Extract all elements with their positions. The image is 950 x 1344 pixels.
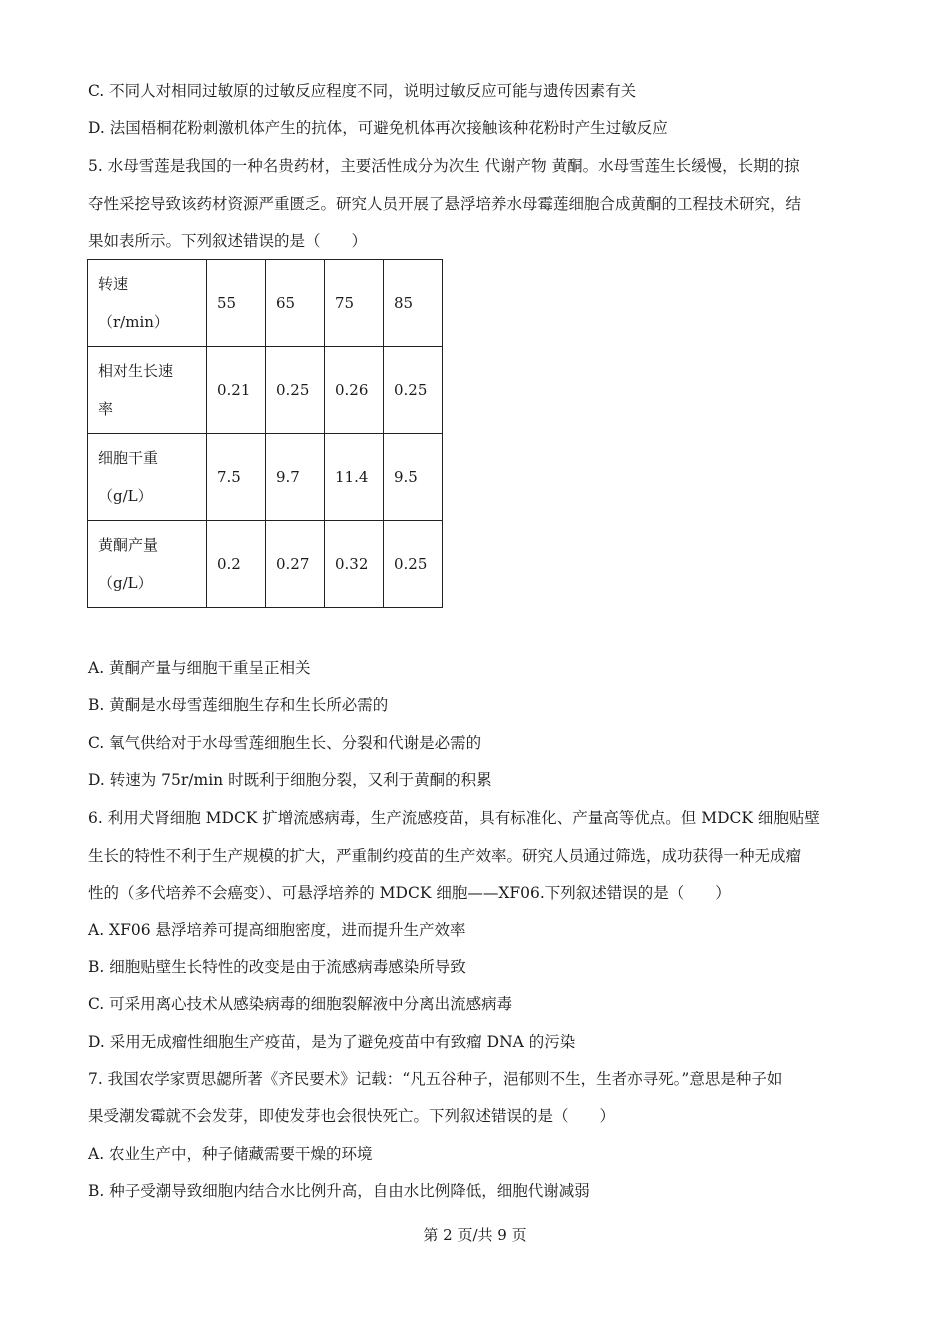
table-cell: 65 — [266, 260, 325, 347]
row-header: 细胞干重 （g/L） — [88, 434, 207, 521]
q7-stem-2: 果受潮发霉就不会发芽，即使发芽也会很快死亡。下列叙述错误的是（ ） — [88, 1107, 616, 1125]
table-cell: 0.25 — [384, 521, 443, 608]
q5-stem-3: 果如表所示。下列叙述错误的是（ ） — [88, 232, 368, 250]
q6-option-a: A. XF06 悬浮培养可提高细胞密度，进而提升生产效率 — [88, 921, 466, 939]
row-header: 转速 （r/min） — [88, 260, 207, 347]
table-cell: 0.25 — [384, 347, 443, 434]
table-cell: 11.4 — [325, 434, 384, 521]
row-header: 相对生长速 率 — [88, 347, 207, 434]
table-cell: 55 — [207, 260, 266, 347]
q7-option-b: B. 种子受潮导致细胞内结合水比例升高，自由水比例降低，细胞代谢减弱 — [88, 1182, 590, 1200]
table-cell: 9.5 — [384, 434, 443, 521]
q5-option-d: D. 转速为 75r/min 时既利于细胞分裂，又利于黄酮的积累 — [88, 771, 492, 789]
q5-option-c: C. 氧气供给对于水母雪莲细胞生长、分裂和代谢是必需的 — [88, 734, 482, 752]
table-cell: 0.26 — [325, 347, 384, 434]
table-cell: 0.27 — [266, 521, 325, 608]
q5-option-a: A. 黄酮产量与细胞干重呈正相关 — [88, 659, 311, 677]
table-cell: 0.32 — [325, 521, 384, 608]
table-cell: 9.7 — [266, 434, 325, 521]
line-d-prev: D. 法国梧桐花粉刺激机体产生的抗体，可避免机体再次接触该种花粉时产生过敏反应 — [88, 119, 668, 137]
q5-stem-2: 夺性采挖导致该药材资源严重匮乏。研究人员开展了悬浮培养水母霉莲细胞合成黄酮的工程技术研究，结 — [88, 195, 802, 213]
q6-option-b: B. 细胞贴壁生长特性的改变是由于流感病毒感染所导致 — [88, 958, 466, 976]
page-footer: 第 2 页/共 9 页 — [423, 1226, 527, 1244]
table-cell: 85 — [384, 260, 443, 347]
q6-stem-3: 性的（多代培养不会癌变）、可悬浮培养的 MDCK 细胞——XF06.下列叙述错误的是（ ） — [88, 884, 731, 902]
row-header: 黄酮产量 （g/L） — [88, 521, 207, 608]
q7-stem-1: 7. 我国农学家贾思勰所著《齐民要术》记载：“凡五谷种子，浥郁则不生，生者亦寻死。”意思是种子如 — [88, 1070, 783, 1088]
q6-option-d: D. 采用无成瘤性细胞生产疫苗，是为了避免疫苗中有致瘤 DNA 的污染 — [88, 1033, 576, 1051]
line-c-prev: C. 不同人对相同过敏原的过敏反应程度不同，说明过敏反应可能与遗传因素有关 — [88, 82, 637, 100]
q6-option-c: C. 可采用离心技术从感染病毒的细胞裂解液中分离出流感病毒 — [88, 995, 513, 1013]
table-cell: 0.2 — [207, 521, 266, 608]
table-cell: 75 — [325, 260, 384, 347]
table-row — [88, 434, 443, 521]
q5-stem-1: 5. 水母雪莲是我国的一种名贵药材，主要活性成分为次生 代谢产物 黄酮。水母雪莲生长缓慢，长期的掠 — [88, 157, 800, 175]
q6-stem-1: 6. 利用犬肾细胞 MDCK 扩增流感病毒，生产流感疫苗，具有标准化、产量高等优点。但 MDCK 细胞贴壁 — [88, 809, 820, 827]
q5-option-b: B. 黄酮是水母雪莲细胞生存和生长所必需的 — [88, 696, 389, 714]
q6-stem-2: 生长的特性不利于生产规模的扩大，严重制约疫苗的生产效率。研究人员通过筛选，成功获得一种无成瘤 — [88, 847, 802, 865]
table-row — [88, 260, 443, 347]
table-row — [88, 521, 443, 608]
table-cell: 7.5 — [207, 434, 266, 521]
table-row — [88, 347, 443, 434]
q7-option-a: A. 农业生产中，种子储藏需要干燥的环境 — [88, 1145, 373, 1163]
table-cell: 0.25 — [266, 347, 325, 434]
data-table — [87, 259, 443, 608]
table-cell: 0.21 — [207, 347, 266, 434]
